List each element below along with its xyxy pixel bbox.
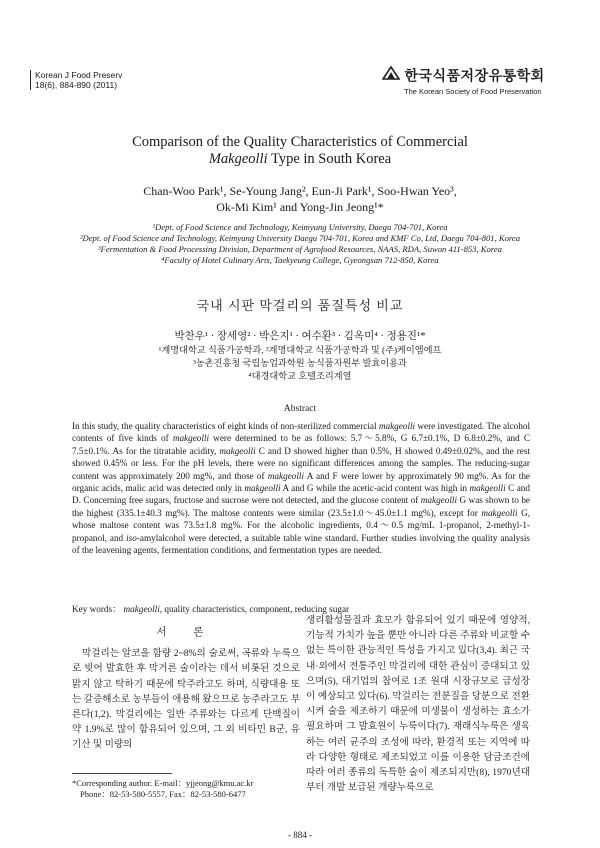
title-line-2-rest: Type in South Korea	[267, 151, 392, 167]
abstract-body: In this study, the quality characteristics of eight kinds of non-sterilized commercial makgeolli were investigated. The alcohol contents of five kinds of makgeolli were determined to be as follows: 5.7～5.8%, G 6.7±0.1%, D 6.8±0.2%, and C 7.5±0.1%. As for the titratable acidity, makgeolli C and D showed higher than 0.5%, H showed 0.49±0.02%, and the rest showed 0.45% or less. For the pH levels, there were no significant differences among the samples. The reducing-sugar content was approximately 200 mg%, and those of makgeolli A and F were lower by approximately 90 mg%. As for the organic acids, malic acid was detected only in makgeolli A and G while the acetic-acid content was high in makgeolli C and D. Concerning free sugars, fructose and sucrose were not detected, and the glucose content of makgeolli G was shown to be the highest (335.1±40.3 mg%). The maltose contents were similar (23.5±1.0～45.0±1.1 mg%), except for makgeolli G, whose maltose content was 73.5±1.8 mg%. For the alcoholic ingredients, 0.4～0.5 mg/mL 1-propanol, 2-methyl-1-propanol, and iso-amylalcohol were detected, a suitable table wine standard. Further studies involving the quality analysis of the leavening agents, fermentation conditions, and fermentation types are needed.	[72, 421, 531, 556]
korean-title: 국내 시판 막걸리의 품질특성 비교	[196, 298, 404, 313]
korean-affiliation-2: ³농촌진흥청 국립농업과학원 농식품자원부 발효이용과	[193, 358, 407, 368]
society-logo-icon	[382, 65, 400, 86]
corresponding-footnote	[72, 778, 253, 800]
page-number: - 884 -	[288, 830, 312, 840]
affiliation-1: ¹Dept. of Food Science and Technology, Keimyung University, Daegu 704-701, Korea	[152, 222, 448, 232]
author-list	[0, 183, 600, 215]
authors-line-2: Ok-Mi Kim¹ and Yong-Jin Jeong¹*	[216, 200, 384, 214]
footnote-phone: Phone：82-53-580-5557, Fax：82-53-580-6477	[80, 789, 246, 799]
title-italic-term: Makgeolli	[208, 151, 268, 167]
society-header	[382, 65, 545, 96]
korean-authors: 박찬우¹ · 장세영² · 박은지¹ · 여수환³ · 김옥미⁴ · 정용진¹*	[174, 331, 426, 342]
abstract-heading: Abstract	[283, 404, 317, 414]
footnote-rule	[72, 773, 172, 774]
affiliation-4: ⁴Faculty of Hotel Culinary Arts, Taekyeung College, Gyeongsan 712-850, Korea	[161, 255, 439, 265]
society-name-english: The Korean Society of Food Preservation	[404, 87, 542, 96]
keyword-makgeolli: makgeolli,	[123, 604, 163, 614]
affiliation-2: ²Dept. of Food Science and Technology, Keimyung University Daegu 704-701, Korea and KMF Co, Ltd, Daegu 704-801, Korea	[79, 233, 521, 243]
society-name-korean: 한국식품저장유통학회	[404, 67, 545, 84]
journal-name: Korean J Food Preserv	[35, 70, 123, 80]
intro-right-column	[306, 613, 530, 795]
korean-affiliations	[0, 344, 600, 383]
footnote-email: *Corresponding author. E-mail：yjjeong@kmu.ac.kr	[72, 778, 254, 788]
korean-affiliation-3: ⁴대경대학교 호텔조리계열	[248, 371, 352, 381]
journal-volume: 18(6), 884-890 (2011)	[35, 80, 118, 90]
affiliations	[40, 222, 560, 266]
authors-line-1: Chan-Woo Park¹, Se-Young Jang², Eun-Ji Park¹, Soo-Hwan Yeo³,	[143, 184, 457, 198]
title-line-2	[0, 151, 600, 168]
intro-left-column	[72, 625, 300, 753]
keywords-label: Key words：	[72, 604, 122, 614]
section-heading-intro: 서 론	[156, 627, 216, 638]
keywords-rest: quality characteristics, component, reducing sugar	[162, 604, 350, 614]
title-line-1: Comparison of the Quality Characteristics of Commercial	[132, 134, 468, 150]
journal-citation	[30, 70, 122, 90]
intro-paragraph-right: 생리활성물질과 효모가 함유되어 있기 때문에 영양적, 기능적 가치가 높을 뿐만 아니라 다른 주류와 비교할 수 없는 특이한 관능적인 특성을 가지고 있다(3,4). 최근 국내·외에서 전통주인 막걸리에 대한 관심이 증대되고 있으며(5), 대기업의 참여로 1조 원대 시장규모로 급성장이 예상되고 있다(6). 막걸리는 전분질을 당분으로 전환시켜 술을 제조하기 때문에 미생물이 생성하는 효소가 필요하며 그 발효원이 누룩이다(7). 재래식누룩은 생육하는 여러 균주의 조성에 따라, 환경적 또는 지역에 따라 다양한 형태로 제조되었고 이를 이용한 담금조건에 따라 여러 종류의 독특한 술이 제조되지만(8), 1970년대부터 개발 보급된 개량누룩으로	[306, 615, 530, 794]
affiliation-3: ³Fermentation & Food Processing Division, Department of Agrofood Resources, NAAS, RDA, Suwon 411-853, Korea	[98, 244, 502, 254]
paper-title	[0, 134, 600, 168]
intro-paragraph-left: 막걸리는 알코올 함량 2~8%의 술로써, 곡류와 누룩으로 빚어 발효한 후 막거른 술이라는 데서 비롯된 것으로 맑지 않고 탁하기 때문에 탁주라고도 하며, 식량대용 또는 갈증해소로 농부들이 애용해 왔으므로 농주라고도 부른다(1,2). 막걸리에는 일반 주류와는 다르게 단백질이 약 1.9%로 많이 함유되어 있으며, 그 외 비타민 B군, 유기산 및 미량의	[72, 648, 300, 751]
korean-affiliation-1: ¹계명대학교 식품가공학과, ²계명대학교 식품가공학과 및 (주)케이엠에프	[158, 345, 442, 355]
